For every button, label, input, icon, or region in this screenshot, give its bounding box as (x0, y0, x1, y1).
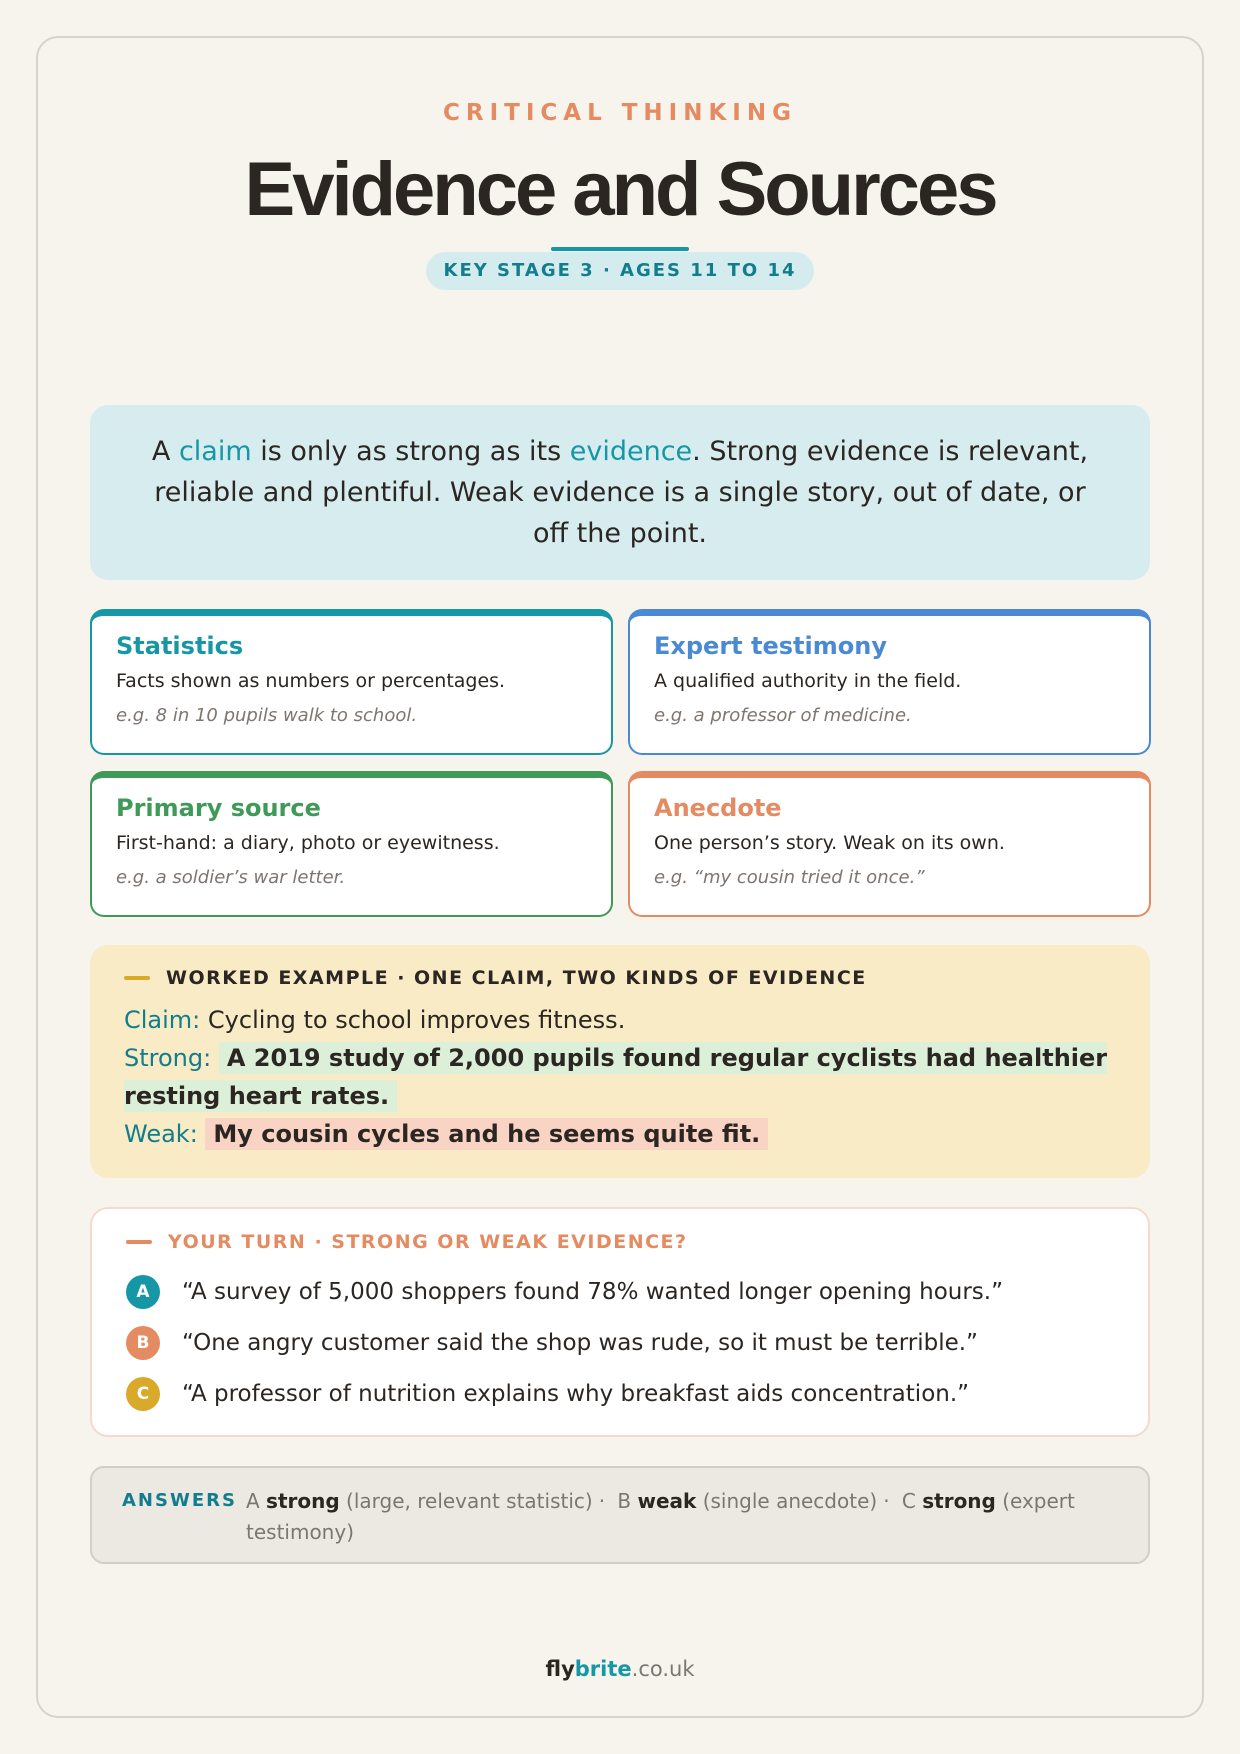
weak-label: Weak: (124, 1120, 198, 1148)
intro-panel (90, 405, 1150, 580)
answer-verdict: weak (637, 1489, 697, 1513)
answer-letter: C (901, 1489, 916, 1513)
intro-evidence-term: evidence (569, 436, 693, 467)
your-turn-heading (126, 1231, 1114, 1253)
heading-dash-icon (124, 976, 150, 980)
answer-letter: A (246, 1489, 260, 1513)
card-expert-testimony (628, 609, 1151, 755)
card-statistics (90, 609, 613, 755)
subject-kicker: CRITICAL THINKING (443, 100, 797, 126)
question-text: “A survey of 5,000 shoppers found 78% wanted longer opening hours.” (182, 1279, 1004, 1305)
card-example: e.g. 8 in 10 pupils walk to school. (116, 705, 418, 726)
weak-line (124, 1115, 1116, 1153)
card-title: Primary source (116, 794, 321, 822)
letter-badge: C (126, 1377, 160, 1411)
card-title: Expert testimony (654, 632, 887, 660)
your-turn-panel (90, 1207, 1150, 1437)
answer-reason: (large, relevant statistic) (346, 1489, 593, 1513)
brand-fly: fly (545, 1657, 575, 1681)
answer-reason: (expert testimony) (246, 1489, 1075, 1544)
title-underline (551, 247, 689, 251)
your-turn-heading-text: YOUR TURN · STRONG OR WEAK EVIDENCE? (168, 1231, 688, 1253)
claim-text: Cycling to school improves fitness. (207, 1006, 626, 1034)
card-description: One person’s story. Weak on its own. (654, 832, 1005, 854)
question-item (126, 1377, 1114, 1411)
answers-box (90, 1466, 1150, 1564)
card-description: Facts shown as numbers or percentages. (116, 670, 506, 692)
worked-example-panel (90, 945, 1150, 1178)
question-text: “One angry customer said the shop was rude, so it must be terrible.” (182, 1330, 978, 1356)
heading-dash-icon (126, 1240, 152, 1244)
key-stage-badge: KEY STAGE 3 · AGES 11 TO 14 (426, 252, 814, 290)
brand-brite: brite (574, 1657, 632, 1681)
strong-evidence-text: A 2019 study of 2,000 pupils found regular cyclists had healthier resting heart rates. (124, 1044, 1108, 1110)
answer-separator: · (883, 1489, 890, 1513)
letter-badge: A (126, 1275, 160, 1309)
card-example: e.g. “my cousin tried it once.” (654, 867, 925, 888)
answer-separator: · (598, 1489, 606, 1513)
card-primary-source (90, 771, 613, 917)
weak-evidence-text: My cousin cycles and he seems quite fit. (205, 1118, 768, 1150)
question-item (126, 1275, 1114, 1309)
question-text: “A professor of nutrition explains why breakfast aids concentration.” (182, 1381, 970, 1407)
intro-text: . Strong evidence is relevant, reliable and plentiful. Weak evidence is a single story, out of date, or off the point. (154, 436, 1089, 549)
claim-line (124, 1001, 1116, 1039)
brand-domain: .co.uk (631, 1657, 695, 1681)
answer-verdict: strong (922, 1489, 996, 1513)
answer-letter: B (617, 1489, 632, 1513)
card-title: Statistics (116, 632, 244, 660)
worked-example-heading (124, 967, 1116, 989)
strong-label: Strong: (124, 1044, 212, 1072)
answer-verdict: strong (266, 1489, 340, 1513)
card-title: Anecdote (654, 794, 782, 822)
intro-claim-term: claim (178, 436, 252, 467)
page-title: Evidence and Sources (244, 147, 996, 232)
claim-label: Claim: (124, 1006, 201, 1034)
intro-text: is only as strong as its (251, 436, 570, 467)
answers-text (246, 1486, 1118, 1544)
card-example: e.g. a professor of medicine. (654, 705, 912, 726)
intro-text: A (151, 436, 179, 467)
card-description: A qualified authority in the field. (654, 670, 962, 692)
worked-example-heading-text: WORKED EXAMPLE · ONE CLAIM, TWO KINDS OF EVIDENCE (166, 967, 867, 989)
question-item (126, 1326, 1114, 1360)
card-anecdote (628, 771, 1151, 917)
strong-line (124, 1039, 1116, 1115)
card-description: First-hand: a diary, photo or eyewitness. (116, 832, 500, 854)
letter-badge: B (126, 1326, 160, 1360)
answer-reason: (single anecdote) (702, 1489, 878, 1513)
answers-label: ANSWERS (122, 1490, 237, 1511)
footer-brand (0, 1657, 1240, 1681)
card-example: e.g. a soldier’s war letter. (116, 867, 346, 888)
